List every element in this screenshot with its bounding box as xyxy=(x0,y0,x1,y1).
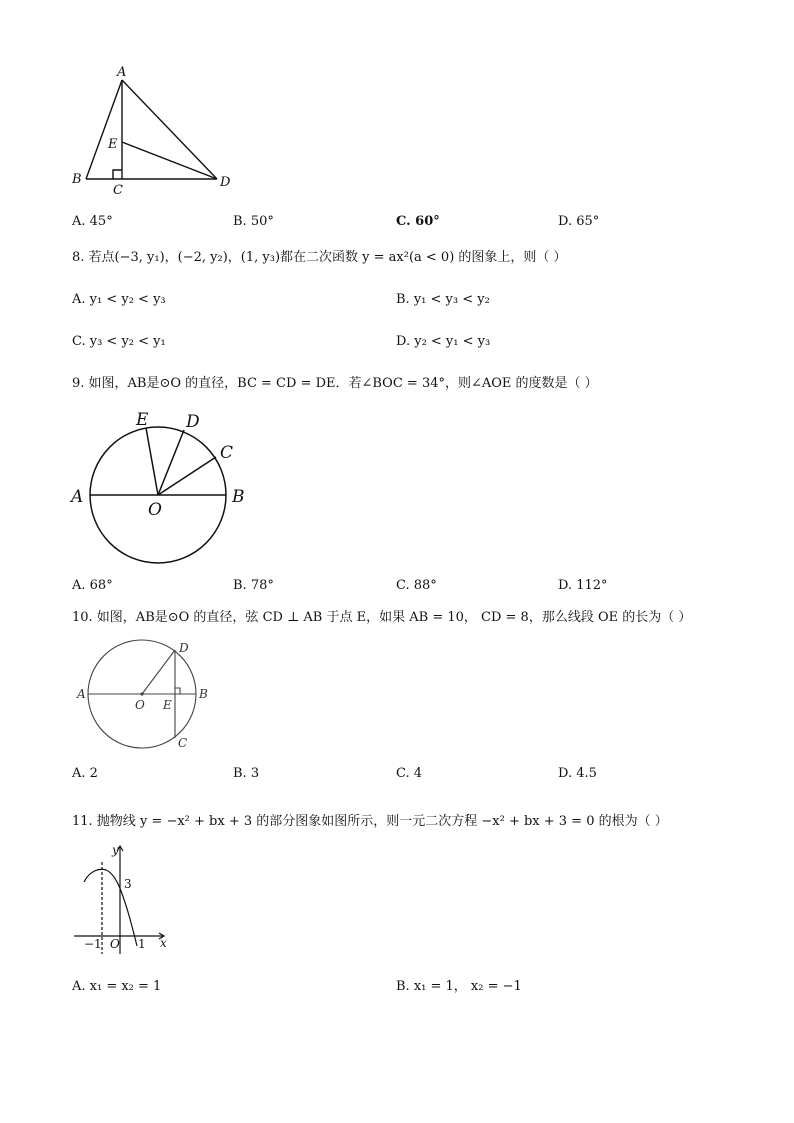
q9-stem: 9. 如图，AB是⊙O 的直径，BC = CD = DE．若∠BOC = 34°，则∠AOE 的度数是（ ） xyxy=(72,376,598,391)
label-y: y xyxy=(112,843,119,857)
right-angle-mark xyxy=(113,170,122,179)
label-a: A xyxy=(117,65,127,80)
label-o: O xyxy=(148,500,162,520)
label-c: C xyxy=(113,183,123,198)
q9-option-c[interactable]: C. 88° xyxy=(396,578,437,593)
center-point xyxy=(140,692,143,695)
q9-option-a[interactable]: A. 68° xyxy=(72,578,113,593)
triangle-figure xyxy=(60,60,250,200)
q10-option-a[interactable]: A. 2 xyxy=(72,766,98,781)
circle-figure-q10 xyxy=(72,637,222,759)
q7-option-c[interactable]: C. 60° xyxy=(396,214,440,229)
segment-od xyxy=(142,650,175,694)
label-e: E xyxy=(108,137,118,152)
q11-option-a[interactable]: A. x₁ = x₂ = 1 xyxy=(72,979,162,994)
q7-option-b[interactable]: B. 50° xyxy=(233,214,274,229)
label-o: O xyxy=(135,698,145,712)
q9-option-b[interactable]: B. 78° xyxy=(233,578,274,593)
label-b: B xyxy=(232,487,245,507)
q8-option-c[interactable]: C. y₃ < y₂ < y₁ xyxy=(72,334,166,349)
label-one: 1 xyxy=(138,937,146,951)
label-e: E xyxy=(163,698,172,712)
q8-option-b[interactable]: B. y₁ < y₃ < y₂ xyxy=(396,292,490,307)
radius-oc xyxy=(158,457,216,495)
segment-ab xyxy=(86,80,122,179)
radius-od xyxy=(158,430,184,495)
label-origin: O xyxy=(110,937,120,951)
right-angle-mark xyxy=(175,688,180,694)
label-a: A xyxy=(71,487,84,507)
q11-stem: 11. 抛物线 y = −x² + bx + 3 的部分图象如图所示，则一元二次方程 −x² + bx + 3 = 0 的根为（ ） xyxy=(72,814,668,829)
q7-option-d[interactable]: D. 65° xyxy=(558,214,600,229)
radius-oe xyxy=(146,428,158,495)
q9-option-d[interactable]: D. 112° xyxy=(558,578,608,593)
q11-option-b[interactable]: B. x₁ = 1， x₂ = −1 xyxy=(396,979,522,994)
q8-option-d[interactable]: D. y₂ < y₁ < y₃ xyxy=(396,334,491,349)
parabola-graph xyxy=(72,842,182,954)
label-x: x xyxy=(160,936,167,950)
q10-option-c[interactable]: C. 4 xyxy=(396,766,423,781)
label-b: B xyxy=(199,687,208,701)
label-neg-one: −1 xyxy=(84,937,102,951)
segment-ad xyxy=(122,80,217,179)
segment-ed xyxy=(122,142,217,179)
label-d: D xyxy=(186,412,200,432)
circle-figure-q9 xyxy=(66,405,256,570)
q10-stem: 10. 如图，AB是⊙O 的直径，弦 CD ⊥ AB 于点 E，如果 AB = 10， CD = 8，那么线段 OE 的长为（ ） xyxy=(72,610,692,625)
q10-option-b[interactable]: B. 3 xyxy=(233,766,260,781)
label-d: D xyxy=(179,641,189,655)
label-b: B xyxy=(72,172,82,187)
label-three: 3 xyxy=(124,877,132,891)
q10-option-d[interactable]: D. 4.5 xyxy=(558,766,597,781)
label-e: E xyxy=(136,410,149,430)
label-c: C xyxy=(220,443,234,463)
label-a: A xyxy=(77,687,86,701)
label-c: C xyxy=(178,736,188,750)
q8-option-a[interactable]: A. y₁ < y₂ < y₃ xyxy=(72,292,166,307)
label-d: D xyxy=(220,175,231,190)
q7-option-a[interactable]: A. 45° xyxy=(72,214,113,229)
q8-stem: 8. 若点(−3, y₁)，(−2, y₂)，(1, y₃)都在二次函数 y = ax²(a < 0) 的图象上，则（ ） xyxy=(72,250,567,265)
